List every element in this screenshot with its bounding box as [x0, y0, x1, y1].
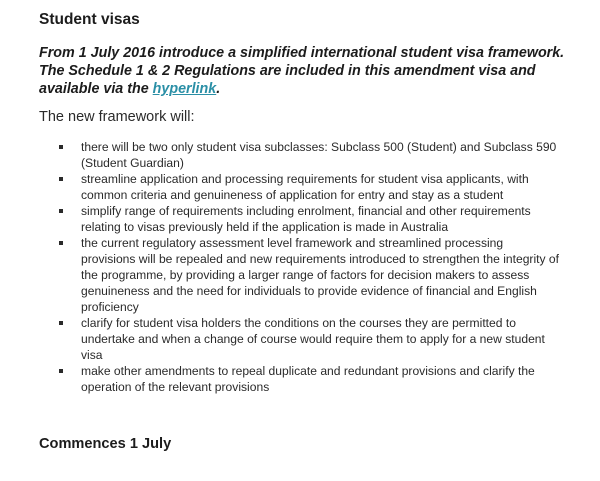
commencement-heading: Commences 1 July — [39, 436, 172, 452]
intro-end: . — [216, 81, 221, 97]
list-item-text: simplify range of requirements including enrolment, financial and other requirements relating to visas previously held if the application is made in Australia — [81, 204, 531, 234]
framework-list — [59, 139, 559, 395]
list-item-text: there will be two only student visa subclasses: Subclass 500 (Student) and Subclass 590 (Student Guardian) — [81, 140, 557, 170]
framework-lead: The new framework will: — [39, 109, 195, 125]
page-title: Student visas — [39, 11, 140, 28]
list-item-text: streamline application and processing requirements for student visa applicants, with common criteria and genuineness of application for entry and stay as a student — [81, 172, 529, 202]
bullet-icon — [59, 369, 63, 373]
list-item — [59, 235, 559, 315]
list-item — [59, 363, 559, 395]
list-item — [59, 171, 559, 203]
intro-paragraph — [39, 44, 569, 98]
list-item — [59, 315, 559, 363]
bullet-icon — [59, 209, 63, 213]
bullet-icon — [59, 321, 63, 325]
intro-text: From 1 July 2016 introduce a simplified international student visa framework. The Schedule 1 & 2 Regulations are included in this amendment visa and available via the — [39, 45, 565, 97]
list-item-text: clarify for student visa holders the conditions on the courses they are permitted to undertake and when a change of course would require them to apply for a new student visa — [81, 316, 545, 362]
bullet-icon — [59, 145, 63, 149]
bullet-icon — [59, 241, 63, 245]
list-item-text: make other amendments to repeal duplicate and redundant provisions and clarify the operation of the relevant provisions — [81, 364, 535, 394]
list-item — [59, 203, 559, 235]
hyperlink[interactable]: hyperlink — [152, 81, 217, 97]
bullet-icon — [59, 177, 63, 181]
list-item-text: the current regulatory assessment level framework and streamlined processing provisions will be repealed and new requirements introduced to strengthen the integrity of the programme, by providing a larger range of factors for decision makers to assess genuineness and the need for individuals to provide evidence of financial and English proficiency — [81, 236, 559, 314]
list-item — [59, 139, 559, 171]
